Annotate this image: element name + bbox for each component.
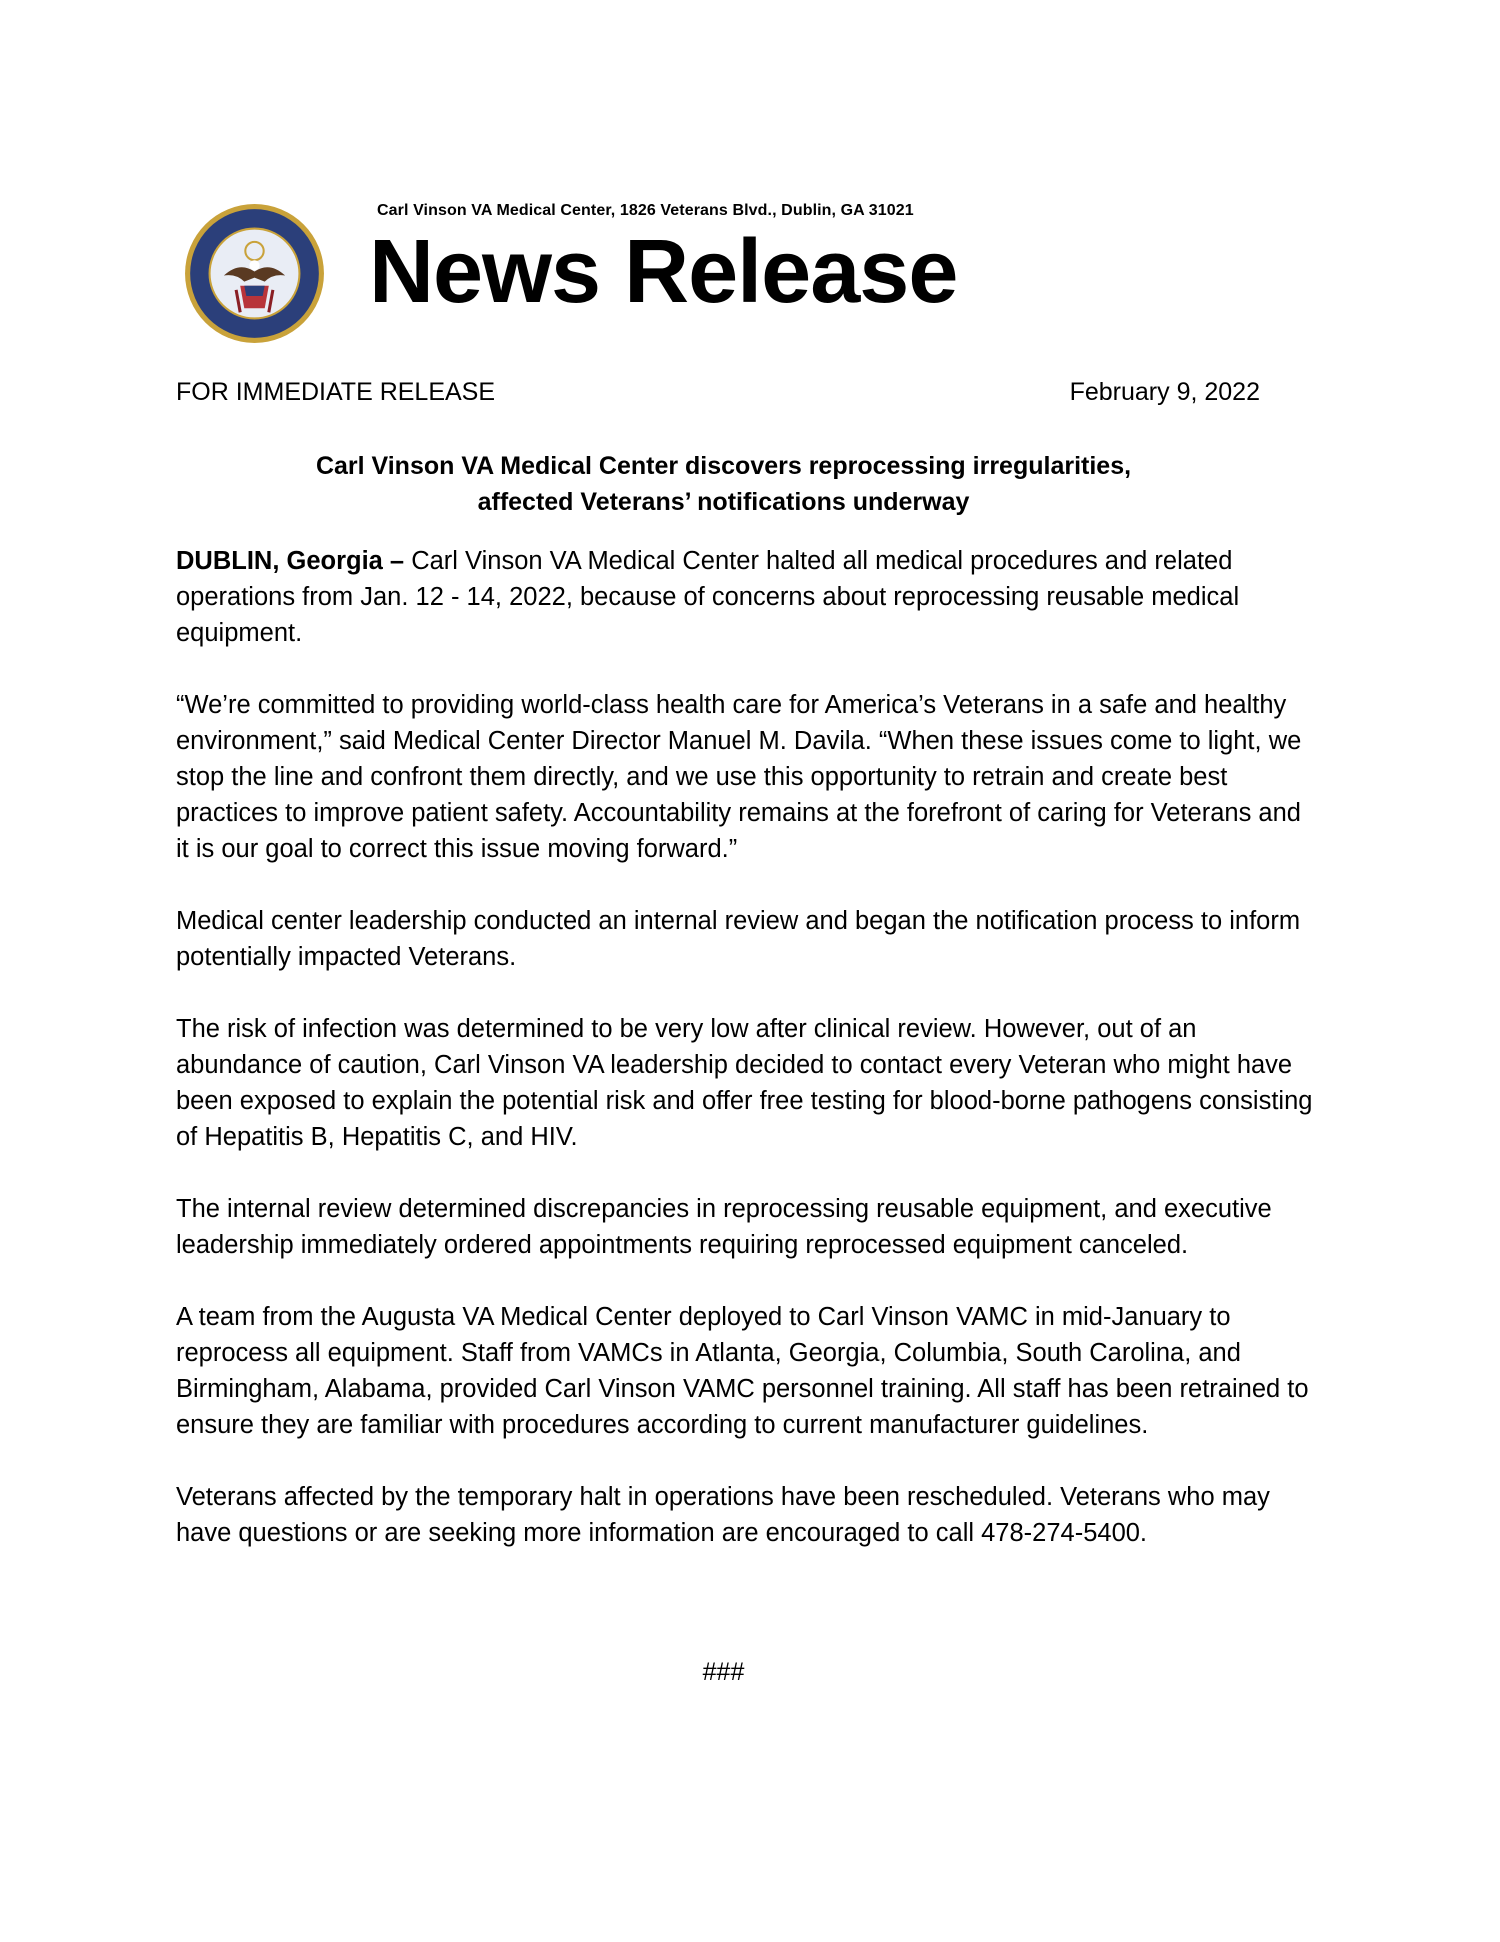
page-title: News Release	[369, 222, 958, 322]
paragraph-1	[176, 543, 1316, 651]
paragraph-6: A team from the Augusta VA Medical Center deployed to Carl Vinson VAMC in mid-January to reprocess all equipment. Staff from VAMCs in Atlanta, Georgia, Columbia, South Carolina, and Birmingham, Alabama, provided Carl Vinson VAMC personnel training. All staff has been retrained to ensure they are familiar with procedures according to current manufacturer guidelines.	[176, 1303, 1309, 1439]
paragraph-1-text: Carl Vinson VA Medical Center halted all medical procedures and related operations from Jan. 12 - 14, 2022, because of concerns about reprocessing reusable medical equipment.	[176, 547, 1240, 647]
facility-address: Carl Vinson VA Medical Center, 1826 Veterans Blvd., Dublin, GA 31021	[377, 202, 914, 219]
headline-line-2: affected Veterans’ notifications underway	[477, 488, 970, 516]
va-seal-icon	[183, 202, 326, 345]
headline-line-1: Carl Vinson VA Medical Center discovers reprocessing irregularities,	[315, 452, 1132, 480]
release-row	[176, 378, 1260, 407]
paragraph-7: Veterans affected by the temporary halt in operations have been rescheduled. Veterans who may have questions or are seeking more information are encouraged to call 478-274-5400.	[176, 1483, 1270, 1547]
paragraph-4: The risk of infection was determined to be very low after clinical review. However, out of an abundance of caution, Carl Vinson VA leadership decided to contact every Veteran who might have been exposed to explain the potential risk and offer free testing for blood-borne pathogens consisting of Hepatitis B, Hepatitis C, and HIV.	[176, 1015, 1313, 1151]
release-date: February 9, 2022	[1069, 378, 1260, 406]
end-mark: ###	[702, 1658, 745, 1686]
paragraph-5: The internal review determined discrepancies in reprocessing reusable equipment, and executive leadership immediately ordered appointments requiring reprocessed equipment canceled.	[176, 1195, 1272, 1259]
release-label: FOR IMMEDIATE RELEASE	[176, 378, 496, 406]
paragraph-3: Medical center leadership conducted an internal review and began the notification process to inform potentially impacted Veterans.	[176, 907, 1301, 971]
article-body	[176, 543, 1316, 1587]
headline	[176, 448, 1271, 520]
paragraph-2: “We’re committed to providing world-class health care for America’s Veterans in a safe and healthy environment,” said Medical Center Director Manuel M. Davila. “When these issues come to light, we stop the line and confront them directly, and we use this opportunity to retrain and create best practices to improve patient safety. Accountability remains at the forefront of caring for Veterans and it is our goal to correct this issue moving forward.”	[176, 691, 1302, 863]
dateline: DUBLIN, Georgia –	[176, 547, 405, 575]
